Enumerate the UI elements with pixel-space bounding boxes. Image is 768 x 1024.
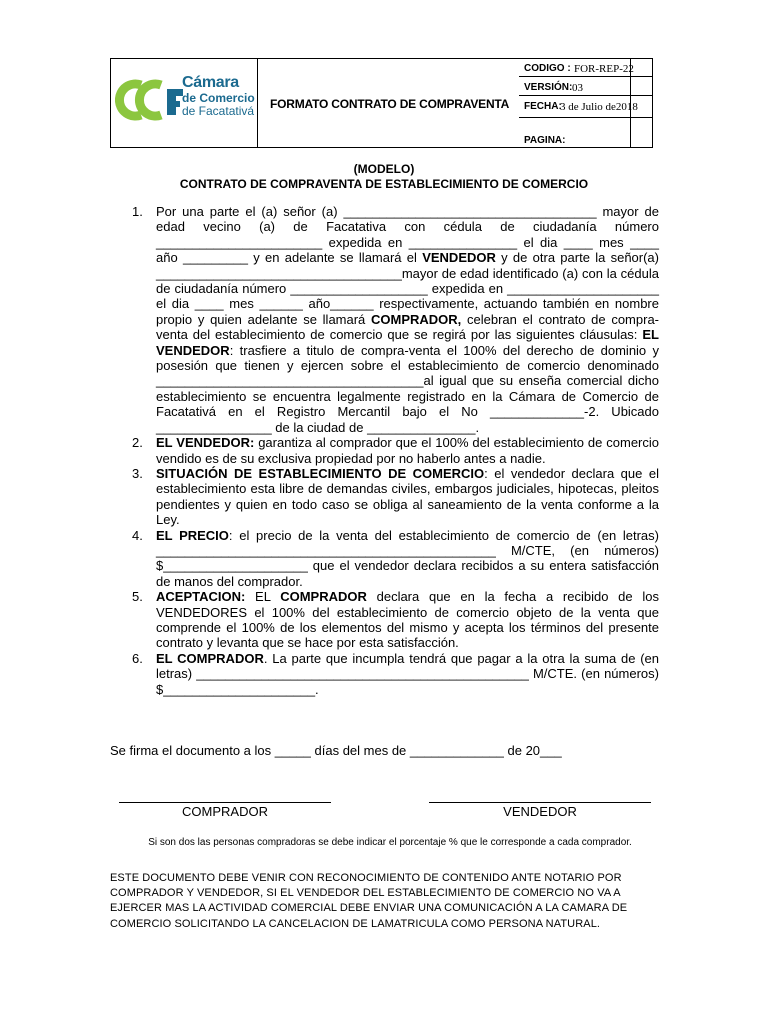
clause-text: celebran el contrato de compra-venta del establecimiento de comercio que se regirá por las siguientes cláusulas: [156, 311, 659, 343]
clause-2 [110, 435, 659, 466]
logo-line-2: de Comercio [182, 91, 255, 105]
modelo-heading: (MODELO) [353, 162, 415, 176]
clause-bold: EL VENDEDOR: [156, 435, 255, 451]
clause-text: y de otra parte la señor(a) __________________________________mayor de edad identificado (a) con la cédula de ciudadanía número ___________________ expedida en _____________________ el dia ____ mes ______ año______ respectivamente, actuando también en nombre propio y quien adelante se llamará [156, 250, 659, 327]
logo-wordmark [182, 75, 255, 117]
comprador-label: COMPRADOR [182, 804, 268, 819]
buyers-percentage-note: Si son dos las personas compradoras se debe indicar el porcentaje % que le corresponde a cada comprador. [148, 837, 632, 848]
fecha-row [519, 96, 653, 118]
clause-bold: COMPRADOR, [371, 311, 462, 327]
clause-bold: EL VENDEDOR [156, 327, 659, 358]
clause-bold: COMPRADOR [280, 589, 367, 605]
contract-title: CONTRATO DE COMPRAVENTA DE ESTABLECIMIENTO DE COMERCIO [179, 177, 589, 191]
clause-number: 3. [132, 465, 143, 481]
version-value: 03 [572, 82, 583, 94]
form-title: FORMATO CONTRATO DE COMPRAVENTA [270, 97, 510, 111]
pagina-row [519, 118, 653, 148]
clause-bold: EL PRECIO [156, 527, 229, 543]
clause-bold: ACEPTACION: [156, 589, 246, 605]
codigo-row [519, 58, 653, 77]
vendedor-signature-line [429, 802, 651, 803]
clause-4 [110, 528, 659, 590]
clause-number: 2. [132, 435, 143, 451]
clause-number: 1. [132, 204, 143, 219]
codigo-value: FOR-REP-22 [574, 63, 634, 75]
clause-bold: VENDEDOR [422, 250, 496, 266]
version-label: VERSIÓN: [524, 82, 573, 93]
clause-number: 5. [132, 589, 143, 605]
logo-line-1: Cámara [182, 74, 239, 91]
clause-number: 4. [132, 527, 143, 543]
fecha-label: FECHA: [524, 101, 562, 112]
vendedor-label: VENDEDOR [503, 804, 577, 819]
clause-text: . La parte que incumpla tendrá que pagar a la otra la suma de (en letras) ______________________________________________ M/CTE. (en números) $_____________________. [156, 650, 659, 697]
clauses-list [110, 204, 659, 697]
signing-date-line: Se firma el documento a los _____ días del mes de _____________ de 20___ [110, 743, 562, 758]
logo-line-3: de Facatativá [182, 104, 255, 118]
comprador-signature-line [119, 802, 331, 803]
clause-6 [110, 651, 659, 697]
clause-text: : el vendedor declara que el establecimiento esta libre de demandas civiles, embargos judiciales, hipotecas, pleitos pendientes y quien en todo caso se obliga al saneamiento de la venta conforme a la Ley. [156, 465, 659, 528]
clause-1 [110, 204, 659, 435]
clause-3 [110, 466, 659, 528]
clause-text: garantiza al comprador que el 100% del establecimiento de comercio vendido es de su exclusiva propiedad por no haberlo antes a nadie. [156, 435, 660, 466]
clause-number: 6. [132, 650, 143, 666]
logo-cell [111, 59, 258, 147]
clause-text: : el precio de la venta del establecimiento de comercio de (en letras) _______________________________________________ M/CTE, (en números) $____________________ que el vendedor declara recibidos a su entera satisfacción de manos del comprador. [156, 527, 659, 589]
clause-text: : trasfiere a titulo de compra-venta el 100% del derecho de dominio y posesión que tienen y ejercen sobre el establecimiento de comercio denominado _____________________________________al igual que su enseña comercial dicho establecimiento se encuentra legalmente registrado en la Cámara de Comercio de Facatativá en el Registro Mercantil bajo el No _____________-2. Ubicado ________________ de la ciudad de _______________. [156, 342, 659, 435]
pagina-label: PAGINA: [524, 135, 566, 146]
clause-text: declara que en la fecha a recibido de los VENDEDORES el 100% del establecimiento de comercio objeto de la venta que comprende el 100% de los elementos del mismo y acepta los términos del presente contrato y levanta que se hace por esta satisfacción. [156, 589, 659, 651]
fecha-value: 3 de Julio de2018 [560, 101, 638, 113]
notary-footer-text: ESTE DOCUMENTO DEBE VENIR CON RECONOCIMIENTO DE CONTENIDO ANTE NOTARIO POR COMPRADOR Y VENDEDOR, SI EL VENDEDOR DEL ESTABLECIMIENTO DE COMERCIO NO VA A EJERCER MAS LA ACTIVIDAD COMERCIAL DEBE ENVIAR UNA COMUNICACIÓN A LA CAMARA DE COMERCIO SOLICITANDO LA CANCELACION DE LAMATRICULA COMO PERSONA NATURAL. [110, 872, 628, 930]
clause-text: Por una parte el (a) señor (a) ___________________________________ mayor de edad vecino (a) de Facatativa con cédula de ciudadanía número _______________________ expedida en _______________ el dia ____ mes ____ año _________ y en adelante se llamará el [156, 204, 659, 266]
clause-text: EL [245, 589, 281, 605]
camara-comercio-logo-icon [115, 71, 185, 131]
clause-5 [110, 589, 659, 651]
version-row [519, 77, 653, 96]
clause-bold: EL COMPRADOR [156, 650, 264, 666]
clause-bold: SITUACIÓN DE ESTABLECIMIENTO DE COMERCIO [156, 465, 485, 481]
codigo-label: CODIGO : [524, 63, 571, 74]
